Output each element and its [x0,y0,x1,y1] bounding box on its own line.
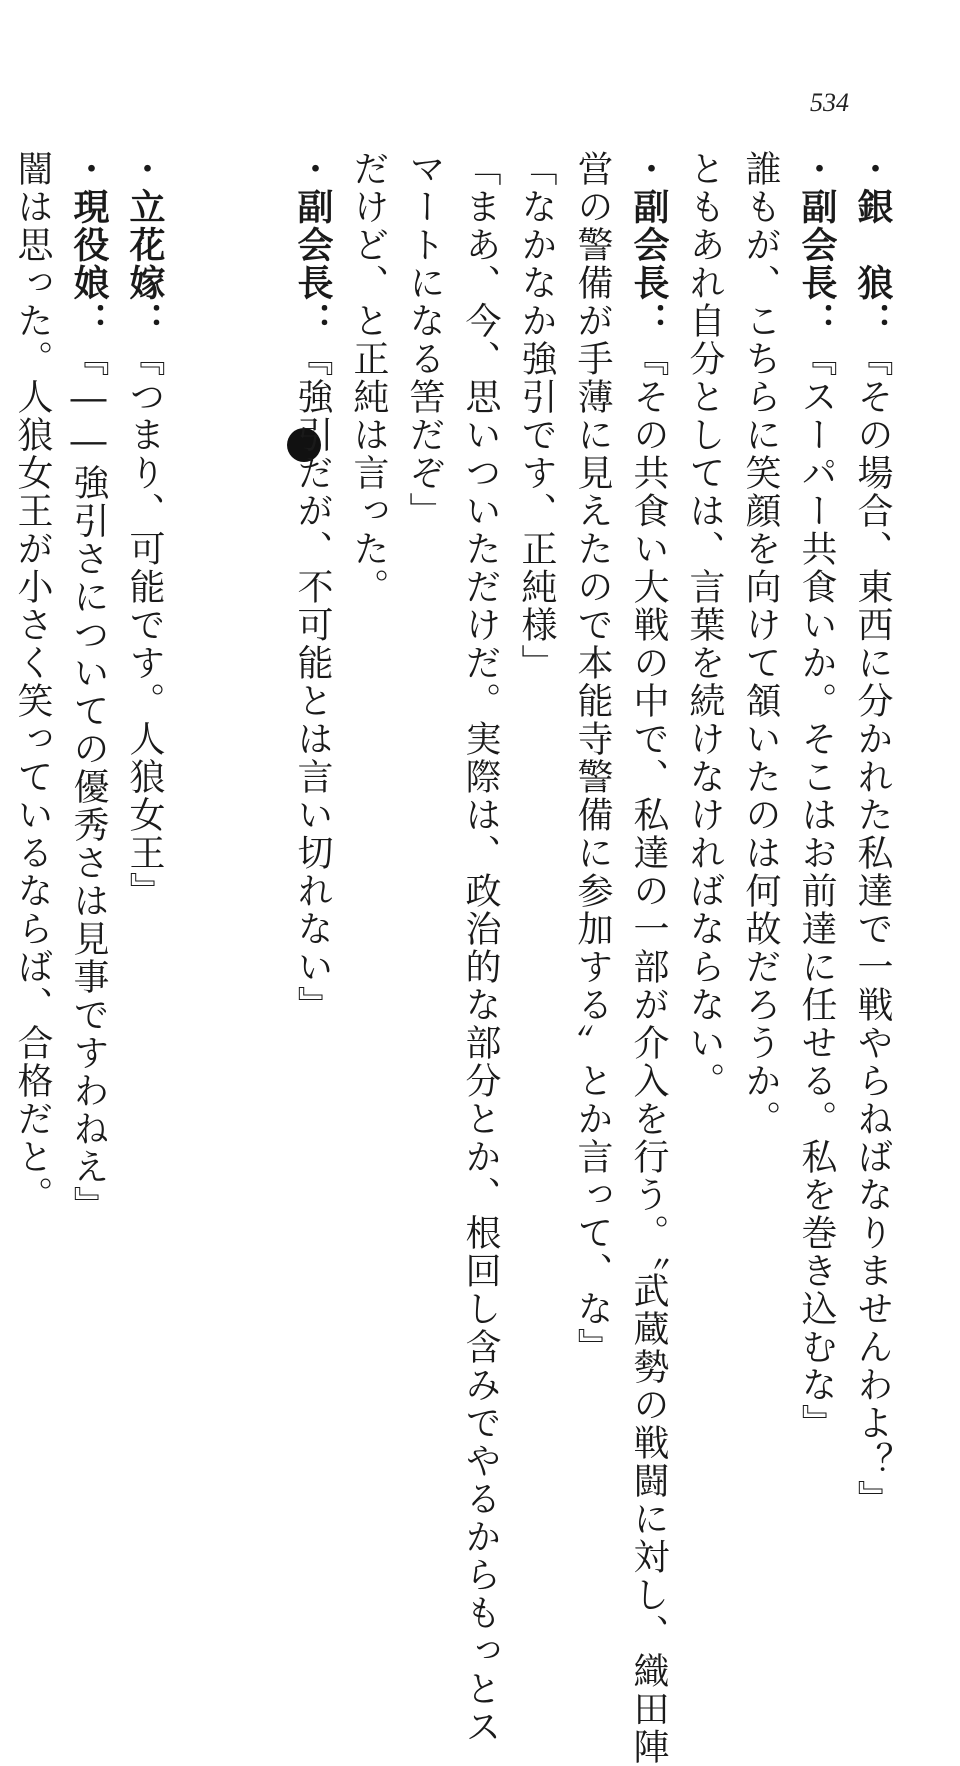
body-text [0,150,900,1766]
speaker-name: 副会長： [292,188,333,340]
text-line [732,150,788,1390]
bullet: ・ [852,150,893,188]
line-text: だけど、と正純は言った。 [348,150,389,606]
text-line [788,150,844,1442]
bullet: ・ [68,150,109,188]
speaker-name: 銀 狼： [852,188,893,340]
bullet: ・ [796,150,837,188]
bullet: ・ [124,150,165,188]
text-line [620,150,676,1766]
section-gap [172,150,228,1390]
bullet: ・ [628,150,669,188]
line-text: 誰もが、こちらに笑顔を向けて頷いたのは何故だろうか。 [740,150,781,1138]
text-line [452,150,508,1746]
line-text: 闇は思った。人狼女王が小さく笑っているならば、合格だと。 [12,150,53,1214]
speaker-name: 副会長： [796,188,837,340]
text-line [396,150,452,1390]
text-line [60,150,116,1390]
line-text: 『スーパー共食いか。そこはお前達に任せる。私を巻き込むな』 [796,340,837,1442]
page-number: 534 [810,88,849,117]
text-line [284,150,340,1390]
line-text: 「まあ、今、思いついただけだ。実際は、政治的な部分とか、根回し含みでやるからもっとス [460,150,501,1746]
line-text: 『――強引さについての優秀さは見事ですわねえ』 [68,340,109,1224]
line-text: ともあれ自分としては、言葉を続けなければならない。 [684,150,725,1100]
text-line [340,150,396,1390]
text-line [844,150,900,1518]
speaker-name: 現役娘： [68,188,109,340]
line-text: マートになる筈だぞ」 [404,150,445,530]
bullet: ・ [292,150,333,188]
text-line [4,150,60,1390]
text-line [508,150,564,1390]
text-line [564,150,620,1390]
text-line [116,150,172,1390]
line-text: 『その場合、東西に分かれた私達で一戦やらねばなりませんわよ？』 [852,340,893,1518]
line-text: 『強引だが、不可能とは言い切れない』 [292,340,333,1024]
line-text: 「なかなか強引です、正純様」 [516,150,557,682]
line-text: 営の警備が手薄に見えたので本能寺警備に参加する〟とか言って、な』 [572,150,613,1366]
line-text: 『その共食い大戦の中で、私達の一部が介入を行う。〝武蔵勢の戦闘に対し、織田陣 [628,340,669,1766]
speaker-name: 副会長： [628,188,669,340]
line-text: 『つまり、可能です。人狼女王』 [124,340,165,910]
speaker-name: 立花嫁： [124,188,165,340]
text-line [676,150,732,1390]
section-gap [228,150,284,1390]
